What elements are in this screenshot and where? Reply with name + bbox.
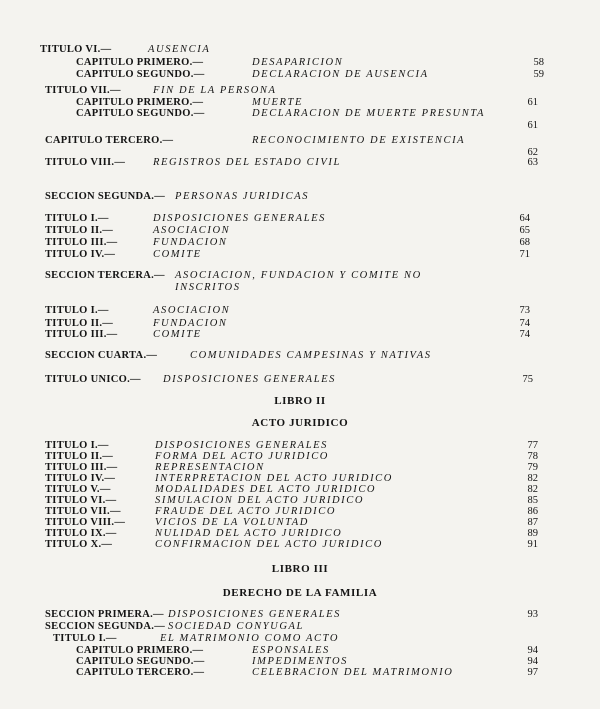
section-heading: [0, 350, 600, 362]
index-entry: [0, 108, 600, 131]
entry-title: FUNDACION: [153, 318, 228, 329]
entry-title: ASOCIACION, FUNDACION Y COMITE NO INSCRITOS: [175, 270, 422, 293]
entry-title: REPRESENTACION: [155, 462, 265, 473]
index-entry: [0, 157, 600, 169]
index-entry: [0, 305, 600, 317]
book-label: LIBRO III: [271, 563, 329, 575]
entry-label: CAPITULO PRIMERO.—: [76, 97, 204, 108]
entry-label: TITULO I.—: [45, 305, 109, 316]
entry-title: DISPOSICIONES GENERALES: [155, 440, 328, 451]
section-heading: [0, 270, 600, 293]
book-label: LIBRO II: [274, 395, 326, 407]
page-number: 87: [527, 517, 538, 528]
index-entry: [0, 213, 600, 225]
index-entry: [0, 85, 600, 97]
entry-title: FORMA DEL ACTO JURIDICO: [155, 451, 329, 462]
entry-title: PERSONAS JURIDICAS: [175, 191, 310, 202]
entry-label: SECCION SEGUNDA.—: [45, 191, 166, 202]
page-number: 79: [527, 462, 538, 473]
entry-title: SIMULACION DEL ACTO JURIDICO: [155, 495, 365, 506]
entry-label: CAPITULO SEGUNDO.—: [76, 108, 205, 119]
page-number: 75: [522, 374, 533, 385]
entry-label: TITULO IV.—: [45, 473, 116, 484]
entry-title: DISPOSICIONES GENERALES: [168, 609, 341, 620]
page-number: 71: [519, 249, 530, 260]
entry-label: SECCION PRIMERA.—: [45, 609, 164, 620]
page-number: 93: [527, 609, 538, 620]
entry-label: CAPITULO PRIMERO.—: [76, 645, 204, 656]
entry-title: AUSENCIA: [148, 44, 211, 55]
index-entry: [0, 633, 600, 645]
entry-title: ASOCIACION: [153, 305, 231, 316]
entry-label: TITULO I.—: [53, 633, 117, 644]
entry-title: MODALIDADES DEL ACTO JURIDICO: [155, 484, 377, 495]
entry-title: SOCIEDAD CONYUGAL: [168, 621, 304, 632]
section-heading: [0, 191, 600, 203]
entry-label: TITULO III.—: [45, 329, 118, 340]
page-number: 94: [527, 656, 538, 667]
page-number: 97: [527, 667, 538, 678]
entry-title: COMITE: [153, 249, 202, 260]
entry-label: TITULO III.—: [45, 237, 118, 248]
entry-title: DESAPARICION: [252, 57, 344, 68]
entry-label: TITULO V.—: [45, 484, 111, 495]
index-entry: [0, 237, 600, 249]
index-entry: [0, 374, 600, 386]
index-entry: [0, 249, 600, 261]
entry-title: ASOCIACION: [153, 225, 231, 236]
page-number: 58: [533, 57, 544, 68]
page-number: 91: [527, 539, 538, 550]
entry-label: TITULO III.—: [45, 462, 118, 473]
entry-title: CELEBRACION DEL MATRIMONIO: [252, 667, 454, 678]
entry-title: DECLARACION DE MUERTE PRESUNTA: [252, 108, 486, 119]
entry-label: SECCION CUARTA.—: [45, 350, 158, 361]
entry-title: DECLARACION DE AUSENCIA: [252, 69, 429, 80]
entry-label: CAPITULO SEGUNDO.—: [76, 656, 205, 667]
entry-label: TITULO IV.—: [45, 249, 116, 260]
entry-label: SECCION SEGUNDA.—: [45, 621, 166, 632]
page-number: 68: [519, 237, 530, 248]
index-entry: [0, 57, 600, 69]
page-number: 63: [527, 157, 538, 168]
entry-title: REGISTROS DEL ESTADO CIVIL: [153, 157, 341, 168]
page-number: 78: [527, 451, 538, 462]
page-number: 59: [533, 69, 544, 80]
page-number: 74: [519, 329, 530, 340]
index-entry: [0, 225, 600, 237]
entry-title: VICIOS DE LA VOLUNTAD: [155, 517, 309, 528]
entry-label: CAPITULO SEGUNDO.—: [76, 69, 205, 80]
page-number: 89: [527, 528, 538, 539]
entry-label: TITULO VII.—: [45, 85, 121, 96]
entry-label: TITULO UNICO.—: [45, 374, 141, 385]
entry-label: TITULO VIII.—: [45, 157, 126, 168]
page-number: 82: [527, 473, 538, 484]
entry-label: TITULO X.—: [45, 539, 113, 550]
page-number: 77: [527, 440, 538, 451]
entry-title: MUERTE: [252, 97, 304, 108]
entry-title: RECONOCIMIENTO DE EXISTENCIA: [252, 135, 466, 146]
entry-title: DISPOSICIONES GENERALES: [153, 213, 326, 224]
index-entry: [0, 539, 600, 551]
entry-title: COMUNIDADES CAMPESINAS Y NATIVAS: [190, 350, 432, 361]
index-entry: [0, 609, 600, 621]
entry-label: TITULO II.—: [45, 451, 114, 462]
index-entry: [0, 621, 600, 633]
entry-title: FIN DE LA PERSONA: [153, 85, 277, 96]
page-number: 62: [527, 147, 538, 158]
page-number: 64: [519, 213, 530, 224]
entry-title: INTERPRETACION DEL ACTO JURIDICO: [155, 473, 393, 484]
entry-title: COMITE: [153, 329, 202, 340]
page-number: 74: [519, 318, 530, 329]
entry-label: TITULO IX.—: [45, 528, 117, 539]
book-name: DERECHO DE LA FAMILIA: [222, 587, 378, 599]
index-entry: [0, 69, 600, 81]
entry-title: CONFIRMACION DEL ACTO JURIDICO: [155, 539, 383, 550]
entry-label: TITULO VII.—: [45, 506, 121, 517]
entry-title: EL MATRIMONIO COMO ACTO: [160, 633, 340, 644]
page-number: 61: [527, 97, 538, 108]
page-number: 61: [527, 120, 538, 131]
page-number: 82: [527, 484, 538, 495]
index-entry: [0, 135, 600, 158]
entry-label: TITULO I.—: [45, 213, 109, 224]
entry-label: TITULO II.—: [45, 318, 114, 329]
entry-label: TITULO I.—: [45, 440, 109, 451]
entry-label: CAPITULO PRIMERO.—: [76, 57, 204, 68]
entry-title: ESPONSALES: [252, 645, 330, 656]
entry-label: TITULO VI.—: [40, 44, 112, 55]
entry-label: TITULO VI.—: [45, 495, 117, 506]
entry-label: TITULO VIII.—: [45, 517, 126, 528]
entry-title: DISPOSICIONES GENERALES: [163, 374, 336, 385]
index-entry: [0, 329, 600, 341]
index-entry: [0, 667, 600, 679]
entry-title: FRAUDE DEL ACTO JURIDICO: [155, 506, 337, 517]
entry-title: NULIDAD DEL ACTO JURIDICO: [155, 528, 343, 539]
index-entry: [0, 44, 600, 56]
page-number: 85: [527, 495, 538, 506]
entry-label: CAPITULO TERCERO.—: [76, 667, 205, 678]
page-number: 65: [519, 225, 530, 236]
page-number: 86: [527, 506, 538, 517]
book-name: ACTO JURIDICO: [251, 417, 349, 429]
entry-label: TITULO II.—: [45, 225, 114, 236]
entry-title: FUNDACION: [153, 237, 228, 248]
entry-label: CAPITULO TERCERO.—: [45, 135, 174, 146]
page-number: 73: [519, 305, 530, 316]
entry-label: SECCION TERCERA.—: [45, 270, 165, 281]
entry-title: IMPEDIMENTOS: [252, 656, 348, 667]
page-number: 94: [527, 645, 538, 656]
